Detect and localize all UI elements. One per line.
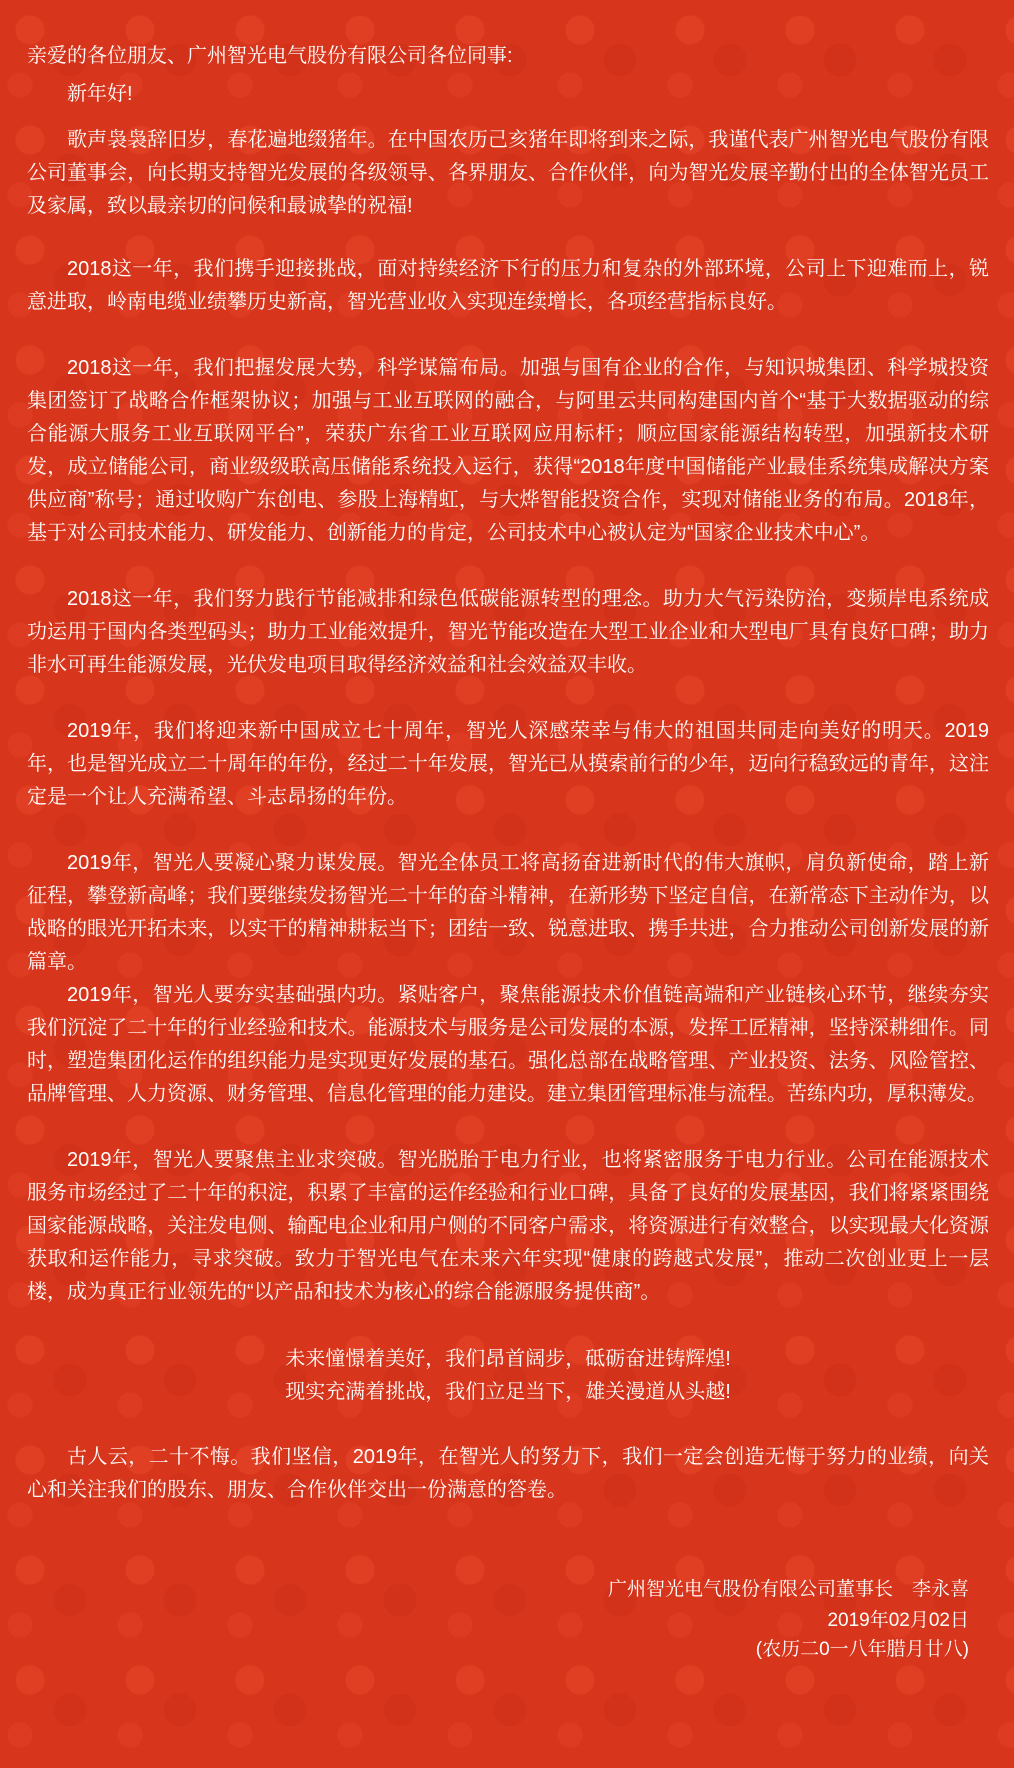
poem-line-1: 未来憧憬着美好，我们昂首阔步，砥砺奋进铸辉煌! bbox=[285, 1348, 731, 1370]
signature-name: 广州智光电气股份有限公司董事长 李永喜 bbox=[607, 1579, 969, 1600]
greeting: 新年好! bbox=[67, 83, 133, 105]
paragraph-2019-development: 2019年，智光人要凝心聚力谋发展。智光全体员工将高扬奋进新时代的伟大旗帜，肩负新使命，踏上新征程，攀登新高峰；我们要继续发扬智光二十年的奋斗精神，在新形势下坚定自信，在新常态下主动作为，以战略的眼光开拓未来，以实干的精神耕耘当下；团结一致、锐意进取、携手共进，合力推动公司创新发展的新篇章。 bbox=[27, 852, 989, 973]
paragraph-closing: 古人云，二十不悔。我们坚信，2019年，在智光人的努力下，我们一定会创造无悔于努力的业绩，向关心和关注我们的股东、朋友、合作伙伴交出一份满意的答卷。 bbox=[27, 1446, 989, 1501]
signature-lunar-date: (农历二0一八年腊月廿八) bbox=[755, 1639, 969, 1660]
salutation: 亲爱的各位朋友、广州智光电气股份有限公司各位同事: bbox=[27, 45, 513, 67]
signature-date: 2019年02月02日 bbox=[827, 1610, 969, 1631]
paragraph-2019-breakthrough: 2019年，智光人要聚焦主业求突破。智光脱胎于电力行业，也将紧密服务于电力行业。公司在能源技术服务市场经过了二十年的积淀，积累了丰富的运作经验和行业口碑，具备了良好的发展基因，我们将紧紧围绕国家能源战略，关注发电侧、输配电企业和用户侧的不同客户需求，将资源进行有效整合，以实现最大化资源获取和运作能力，寻求突破。致力于智光电气在未来六年实现“健康的跨越式发展”，推动二次创业更上一层楼，成为真正行业领先的“以产品和技术为核心的综合能源服务提供商”。 bbox=[27, 1149, 989, 1303]
paragraph-2018-green: 2018这一年，我们努力践行节能减排和绿色低碳能源转型的理念。助力大气污染防治，变频岸电系统成功运用于国内各类型码头；助力工业能效提升，智光节能改造在大型工业企业和大型电厂具有良好口碑；助力非水可再生能源发展，光伏发电项目取得经济效益和社会效益双丰收。 bbox=[27, 588, 989, 676]
paragraph-opening: 歌声袅袅辞旧岁，春花遍地缀猪年。在中国农历己亥猪年即将到来之际，我谨代表广州智光电气股份有限公司董事会，向长期支持智光发展的各级领导、各界朋友、合作伙伴，向为智光发展辛勤付出的全体智光员工及家属，致以最亲切的问候和最诚挚的祝福! bbox=[27, 129, 989, 217]
paragraph-2019-foundation: 2019年，智光人要夯实基础强内功。紧贴客户，聚焦能源技术价值链高端和产业链核心环节，继续夯实我们沉淀了二十年的行业经验和技术。能源技术与服务是公司发展的本源，发挥工匠精神，坚持深耕细作。同时，塑造集团化运作的组织能力是实现更好发展的基石。强化总部在战略管理、产业投资、法务、风险管控、品牌管理、人力资源、财务管理、信息化管理的能力建设。建立集团管理标准与流程。苦练内功，厚积薄发。 bbox=[27, 984, 989, 1105]
poem-line-2: 现实充满着挑战，我们立足当下，雄关漫道从头越! bbox=[285, 1381, 731, 1403]
paragraph-2018-challenges: 2018这一年，我们携手迎接挑战，面对持续经济下行的压力和复杂的外部环境，公司上下迎难而上，锐意进取，岭南电缆业绩攀历史新高，智光营业收入实现连续增长，各项经营指标良好。 bbox=[27, 258, 989, 313]
paragraph-2018-strategy: 2018这一年，我们把握发展大势，科学谋篇布局。加强与国有企业的合作，与知识城集团、科学城投资集团签订了战略合作框架协议；加强与工业互联网的融合，与阿里云共同构建国内首个“基于大数据驱动的综合能源大服务工业互联网平台”，荣获广东省工业互联网应用标杆；顺应国家能源结构转型，加强新技术研发，成立储能公司，商业级级联高压储能系统投入运行，获得“2018年度中国储能产业最佳系统集成解决方案供应商”称号；通过收购广东创电、参股上海精虹，与大烨智能投资合作，实现对储能业务的布局。2018年，基于对公司技术能力、研发能力、创新能力的肯定，公司技术中心被认定为“国家企业技术中心”。 bbox=[27, 357, 989, 544]
paragraph-2019-anniversary: 2019年，我们将迎来新中国成立七十周年，智光人深感荣幸与伟大的祖国共同走向美好的明天。2019年，也是智光成立二十周年的年份，经过二十年发展，智光已从摸索前行的少年，迈向行稳致远的青年，这注定是一个让人充满希望、斗志昂扬的年份。 bbox=[27, 720, 989, 808]
